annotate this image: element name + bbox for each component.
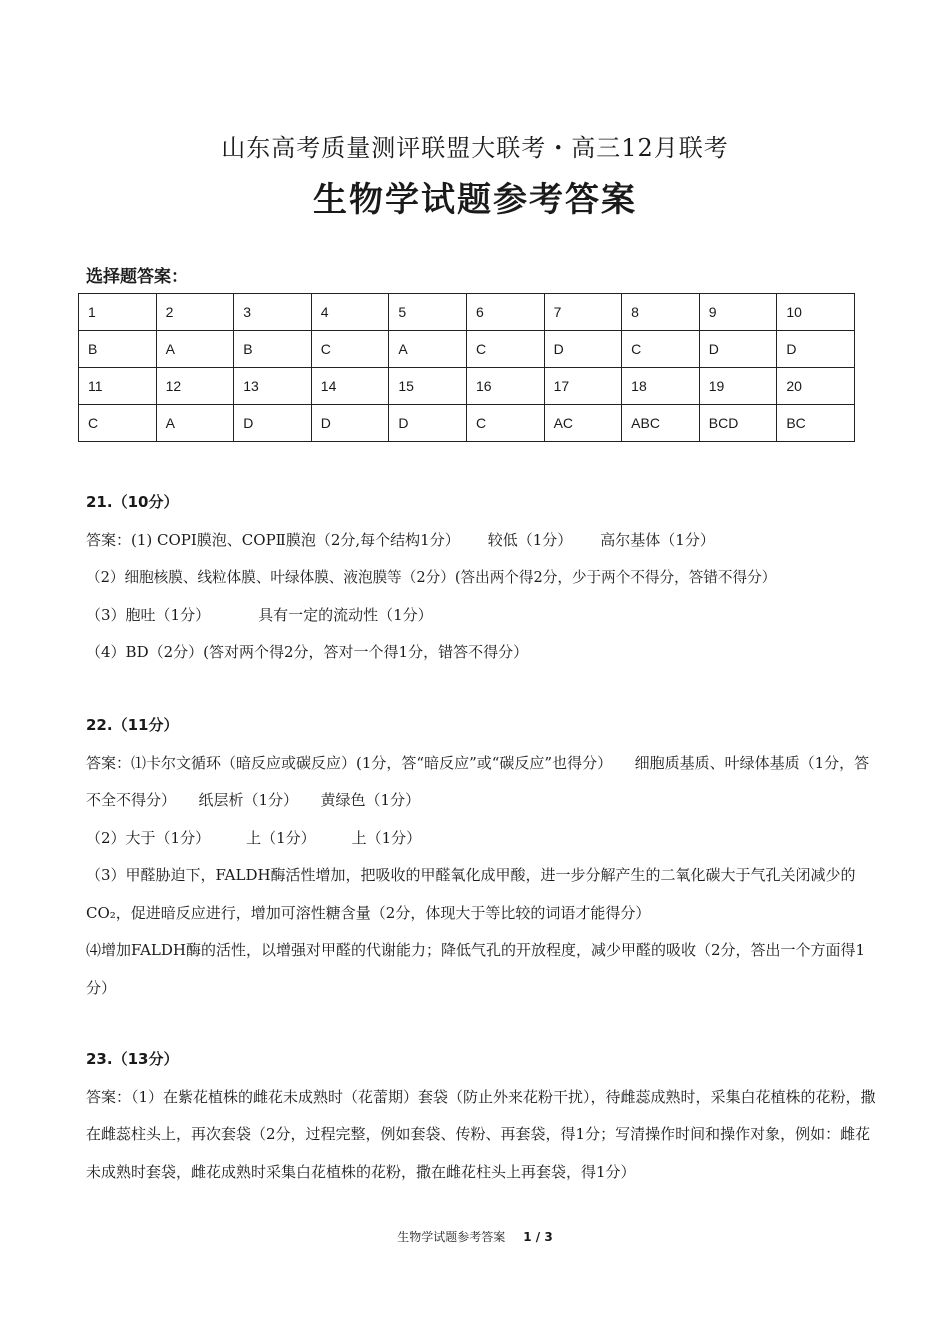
question-23-part-1: 答案：（1）在紫花植株的雌花未成熟时（花蕾期）套袋（防止外来花粉干扰），待雌蕊成熟时，采集白花植株的花粉，撒在雌蕊柱头上，再次套袋（2分，过程完整，例如套袋、传粉、再套袋，得1分；写清操作时间和操作对象，例如：雌花未成熟时套袋，雌花成熟时采集白花植株的花粉，撒在雌花柱头上再套袋，得1分）	[86, 1087, 876, 1181]
question-number-row	[79, 294, 855, 331]
question-number-cell: 10	[777, 294, 855, 331]
answer-cell: D	[389, 405, 467, 442]
choice-heading: 选择题答案：	[86, 267, 188, 287]
answer-row	[79, 331, 855, 368]
q22-answer-2a: （2）大于（1分）	[86, 828, 211, 847]
question-22-part-1: 答案：⑴卡尔文循环（暗反应或碳反应）(1分，答“暗反应”或“碳反应”也得分） 细胞质基质、叶绿体基质（1分，答不全不得分） 纸层析（1分） 黄绿色（1分）	[86, 753, 870, 809]
answer-cell: D	[311, 405, 389, 442]
answer-cell: A	[389, 331, 467, 368]
question-22-part-3: （3）甲醛胁迫下，FALDH酶活性增加，把吸收的甲醛氧化成甲酸，进一步分解产生的二氧化碳大于气孔关闭减少的CO₂，促进暗反应进行，增加可溶性糖含量（2分，体现大于等比较的词语才能得分）	[86, 866, 856, 922]
question-number-cell: 16	[466, 368, 544, 405]
question-number-cell: 11	[79, 368, 157, 405]
page-footer	[0, 1228, 950, 1245]
question-22-part-4: ⑷增加FALDH酶的活性，以增强对甲醛的代谢能力；降低气孔的开放程度，减少甲醛的吸收（2分，答出一个方面得1分）	[86, 941, 866, 997]
question-number-cell: 15	[389, 368, 467, 405]
question-23	[86, 1041, 876, 1191]
question-number-cell: 3	[234, 294, 312, 331]
answer-cell: C	[466, 405, 544, 442]
question-number-cell: 4	[311, 294, 389, 331]
answer-cell: B	[234, 331, 312, 368]
question-number-cell: 13	[234, 368, 312, 405]
q21-answer-1b: 较低（1分）	[487, 530, 573, 549]
answer-cell: C	[79, 405, 157, 442]
question-21	[86, 484, 876, 672]
question-number-cell: 9	[699, 294, 777, 331]
q21-answer-1a: 答案：(1) COPI膜泡、COPⅡ膜泡（2分,每个结构1分）	[86, 530, 460, 549]
question-21-line-4: （4）BD（2分）(答对两个得2分，答对一个得1分，错答不得分）	[86, 643, 529, 661]
answer-cell: D	[544, 331, 622, 368]
question-number-cell: 2	[156, 294, 234, 331]
answer-cell: A	[156, 331, 234, 368]
exam-subtitle: 山东高考质量测评联盟大联考・高三12月联考	[221, 134, 729, 162]
question-21-heading: 21.（10分）	[86, 493, 179, 511]
q21-answer-1c: 高尔基体（1分）	[600, 530, 715, 549]
question-number-row	[79, 368, 855, 405]
question-number-cell: 20	[777, 368, 855, 405]
question-number-cell: 18	[622, 368, 700, 405]
answer-cell: D	[777, 331, 855, 368]
question-22-part-2	[86, 820, 876, 858]
answer-cell: B	[79, 331, 157, 368]
answer-cell: BCD	[699, 405, 777, 442]
answer-cell: A	[156, 405, 234, 442]
question-22	[86, 707, 876, 1007]
question-number-cell: 5	[389, 294, 467, 331]
q22-answer-2c: 上（1分）	[351, 828, 422, 847]
question-number-cell: 17	[544, 368, 622, 405]
footer-title: 生物学试题参考答案	[397, 1230, 506, 1244]
question-22-heading: 22.（11分）	[86, 716, 179, 734]
answer-cell: BC	[777, 405, 855, 442]
question-number-cell: 6	[466, 294, 544, 331]
answer-cell: C	[622, 331, 700, 368]
page-number: 1 / 3	[523, 1230, 553, 1244]
question-number-cell: 19	[699, 368, 777, 405]
answer-row	[79, 405, 855, 442]
choice-answer-table	[78, 293, 855, 442]
q21-answer-3a: （3）胞吐（1分）	[86, 605, 211, 624]
question-number-cell: 1	[79, 294, 157, 331]
question-23-heading: 23.（13分）	[86, 1050, 179, 1068]
answer-cell: C	[466, 331, 544, 368]
page-title: 生物学试题参考答案	[313, 180, 637, 220]
answer-cell: D	[234, 405, 312, 442]
question-number-cell: 14	[311, 368, 389, 405]
question-number-cell: 7	[544, 294, 622, 331]
answer-cell: D	[699, 331, 777, 368]
question-21-line-2: （2）细胞核膜、线粒体膜、叶绿体膜、液泡膜等（2分）(答出两个得2分，少于两个不得分，答错不得分）	[86, 569, 777, 586]
answer-cell: AC	[544, 405, 622, 442]
question-21-line-1	[86, 522, 876, 560]
question-number-cell: 8	[622, 294, 700, 331]
question-21-line-3	[86, 597, 876, 635]
answer-cell: C	[311, 331, 389, 368]
answer-cell: ABC	[622, 405, 700, 442]
question-number-cell: 12	[156, 368, 234, 405]
q22-answer-2b: 上（1分）	[246, 828, 316, 847]
q21-answer-3b: 具有一定的流动性（1分）	[258, 605, 433, 624]
